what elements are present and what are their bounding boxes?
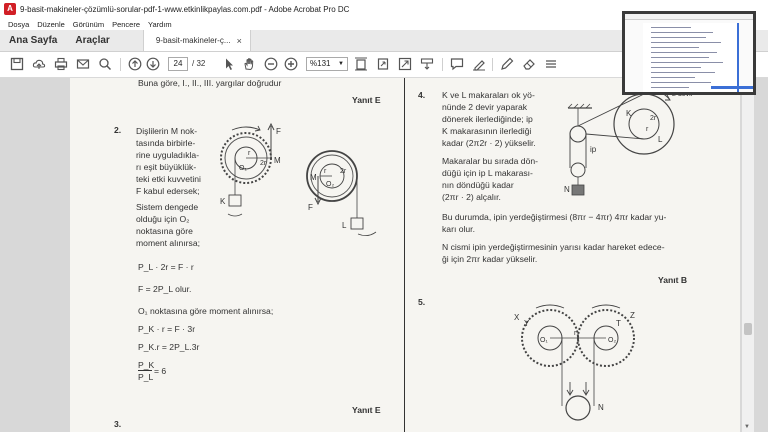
fig4-label-l: L	[658, 135, 663, 144]
fig1-label-f: F	[276, 127, 281, 136]
toolbar-separator	[492, 58, 493, 71]
q4-line-9: (2πr · 2) alçalır.	[442, 192, 501, 202]
q4-line-7: düğü için ip L makarası-	[442, 168, 533, 178]
menu-gorunum[interactable]: Görünüm	[72, 19, 105, 29]
fig2-label-o2: O₂	[326, 181, 335, 188]
fig2-label-r: r	[324, 168, 327, 175]
menu-dosya[interactable]: Dosya	[8, 19, 30, 29]
q4-line-8: nın döndüğü kadar	[442, 180, 514, 190]
window-title: 9-basit-makineler-çözümlü-sorular-pdf-1-www.etkinlikpaylas.com.pdf - Adobe Acrobat Pro DC	[20, 4, 350, 14]
q4-conclusion-2b: ği için 2πr kadar yükselir.	[442, 254, 538, 264]
close-tab-icon[interactable]: ×	[236, 35, 242, 46]
comment-icon[interactable]	[450, 57, 464, 71]
hand-tool-icon[interactable]	[242, 57, 256, 71]
scrollbar-thumb[interactable]	[744, 323, 752, 335]
highlight-pen-icon[interactable]	[472, 57, 486, 71]
q2-line-7: Sistem dengede	[136, 202, 199, 212]
pulley-figure-o2	[296, 138, 386, 238]
fig2-label-2r: 2r	[340, 168, 347, 175]
answer-label-1: Yanıt E	[352, 95, 381, 105]
fig5-label-t: T	[616, 319, 621, 328]
email-icon[interactable]	[76, 57, 90, 71]
chevron-down-icon: ▼	[338, 61, 344, 67]
q4-line-3: dönerek ilerlediğinde; ip	[442, 114, 533, 124]
q2-line-2: tasında birbirle-	[136, 138, 196, 148]
q4-line-5: kadar (2π2r · 2) yükselir.	[442, 138, 536, 148]
q4-line-2: nünde 2 devir yaparak	[442, 102, 528, 112]
page-total: / 32	[192, 59, 206, 68]
scroll-down-icon[interactable]: ▼	[744, 424, 750, 430]
select-cursor-icon[interactable]	[222, 57, 236, 71]
q2-line-9: noktasına göre	[136, 226, 193, 236]
document-viewport[interactable]	[0, 78, 768, 432]
menu-yardim[interactable]: Yardım	[148, 19, 172, 29]
q2-line-6: F kabul edersek;	[136, 186, 200, 196]
fig5-label-z: Z	[630, 311, 635, 320]
fig5-label-o1: O₁	[540, 337, 548, 344]
fig4-label-k: K	[626, 109, 632, 118]
answer-label-2: Yanıt E	[352, 405, 381, 415]
q2-line-1: Dişlilerin M nok-	[136, 126, 198, 136]
q2-moment-note: O₁ noktasına göre moment alınırsa;	[138, 306, 274, 316]
toolbar-separator	[120, 58, 121, 71]
column-divider	[404, 78, 405, 432]
zoom-out-icon[interactable]	[264, 57, 278, 71]
q4-line-1: K ve L makaraları ok yö-	[442, 90, 535, 100]
fig5-label-r: r	[574, 330, 577, 337]
fig1-label-m: M	[274, 156, 281, 165]
fig2-label-m: M	[310, 173, 317, 182]
question-5-number: 5.	[418, 297, 426, 307]
question-2-number: 2.	[114, 125, 122, 135]
next-page-icon[interactable]	[146, 57, 160, 71]
fig5-label-n: N	[598, 403, 604, 412]
print-icon[interactable]	[54, 57, 68, 71]
left-top-line: Buna göre, I., II., III. yargılar doğrudur	[138, 78, 282, 88]
fig1-label-k: K	[220, 197, 226, 206]
q4-line-6: Makaralar bu sırada dön-	[442, 156, 539, 166]
tab-tools[interactable]: Araçlar	[75, 35, 110, 46]
menu-duzenle[interactable]: Düzenle	[37, 19, 65, 29]
q2-line-5: teki etki kuvvetini	[136, 174, 201, 184]
fraction-bar	[138, 370, 152, 371]
tab-document-label: 9-basit-makineler-ç...	[155, 36, 231, 45]
zoom-value: %131	[310, 59, 331, 68]
q2-ratio-numerator: P_K	[138, 360, 155, 370]
thumbnail-highlight	[711, 86, 753, 89]
gear-figure-o1	[210, 120, 296, 230]
scroll-mode-icon[interactable]	[420, 57, 434, 71]
zoom-select[interactable]	[306, 57, 348, 71]
gear-figure-q5	[510, 302, 650, 432]
fig2-label-l: L	[342, 221, 347, 230]
fig1-label-r: r	[248, 150, 251, 157]
page-thumbnail-preview[interactable]	[622, 11, 756, 95]
pulley-figure-q4	[564, 86, 704, 204]
fig5-label-y: Y	[524, 319, 530, 328]
fig5-label-o2: O₂	[608, 337, 617, 344]
fig4-label-r: r	[646, 126, 649, 133]
q2-line-8: olduğu için O₂	[136, 214, 190, 224]
thumbnail-highlight	[737, 23, 739, 93]
previous-page-icon[interactable]	[128, 57, 142, 71]
full-screen-icon[interactable]	[398, 57, 412, 71]
q4-conclusion-1a: Bu durumda, ipin yerdeğiştirmesi (8πr − 4πr) 4πr kadar yu-	[442, 212, 667, 222]
answer-label-3: Yanıt B	[658, 275, 688, 285]
q2-equation-3: P_K · r = F · 3r	[138, 324, 196, 334]
fig1-label-o1: O₁	[239, 165, 247, 172]
q2-line-4: rı eşit büyüklük-	[136, 162, 197, 172]
page-number-input[interactable]: 24	[168, 57, 188, 71]
save-icon[interactable]	[10, 57, 24, 71]
fit-page-icon[interactable]	[354, 57, 368, 71]
fig2-label-f: F	[308, 203, 313, 212]
q2-line-10: moment alınırsa;	[136, 238, 200, 248]
tab-home[interactable]: Ana Sayfa	[9, 35, 58, 46]
q2-line-3: rine uyguladıkla-	[136, 150, 200, 160]
fig1-label-2r: 2r	[260, 160, 267, 167]
vertical-scrollbar[interactable]	[742, 78, 754, 432]
cloud-upload-icon[interactable]	[32, 57, 46, 71]
fig4-label-ip: ip	[590, 145, 597, 154]
acrobat-icon: A	[4, 3, 16, 15]
q4-line-4: K makarasının ilerlediği	[442, 126, 532, 136]
zoom-in-icon[interactable]	[284, 57, 298, 71]
q4-conclusion-1b: karı olur.	[442, 224, 475, 234]
thumbnail-page	[643, 23, 739, 93]
thumbnail-toolbar	[625, 14, 753, 20]
fig5-label-x: X	[514, 313, 520, 322]
toolbar-separator	[442, 58, 443, 71]
q2-equation-1: P_L · 2r = F · r	[138, 262, 194, 272]
question-4-number: 4.	[418, 90, 426, 100]
q2-equation-2: F = 2P_L olur.	[138, 284, 192, 294]
q2-equation-4: P_K.r = 2P_L.3r	[138, 342, 200, 352]
q2-ratio-value: = 6	[154, 366, 167, 376]
eraser-icon[interactable]	[522, 57, 536, 71]
fig4-label-2r: 2r	[650, 115, 657, 122]
q2-ratio-denominator: P_L	[138, 372, 154, 382]
rotate-view-icon[interactable]	[376, 57, 390, 71]
fig4-label-n: N	[564, 185, 570, 194]
search-icon[interactable]	[98, 57, 112, 71]
q4-conclusion-2a: N cismi ipin yerdeğiştirmesinin yarısı kadar hareket edece-	[442, 242, 665, 252]
lines-menu-icon[interactable]	[544, 57, 558, 71]
menu-pencere[interactable]: Pencere	[112, 19, 140, 29]
tab-document[interactable]	[143, 30, 251, 51]
question-3-number: 3.	[114, 419, 122, 429]
pdf-page	[70, 78, 740, 432]
draw-pencil-icon[interactable]	[500, 57, 514, 71]
